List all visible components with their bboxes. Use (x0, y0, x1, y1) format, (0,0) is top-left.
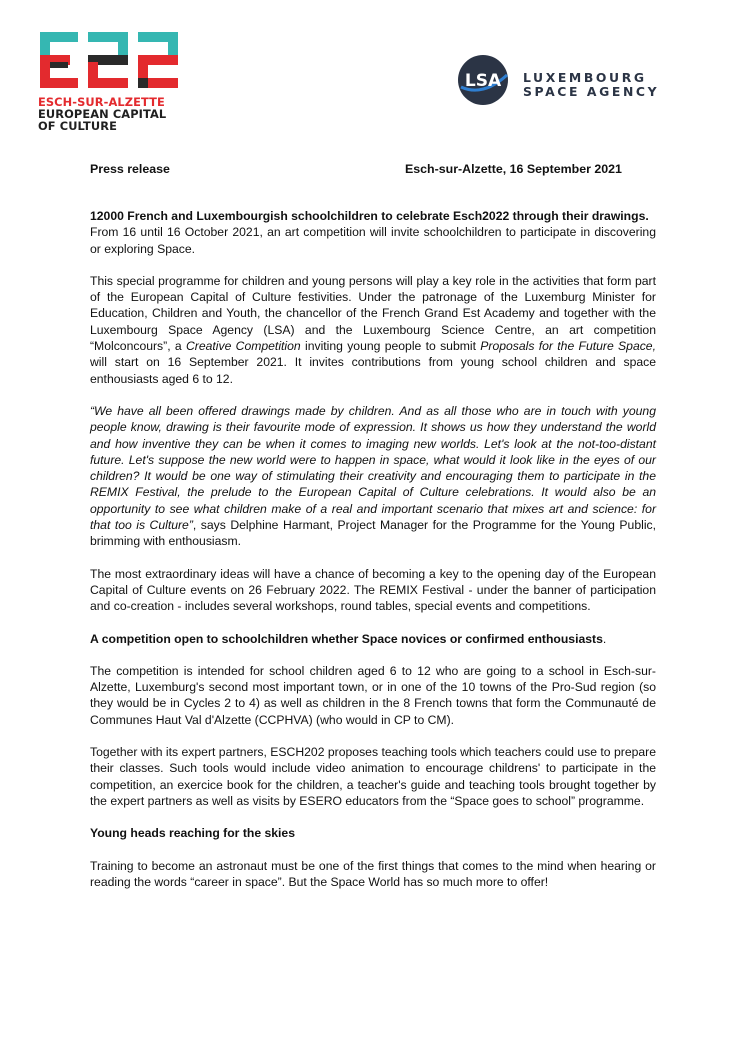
programme-text-d: Proposals for the Future Space, (480, 339, 656, 354)
intro-text: From 16 until 16 October 2021, an art competition will invite schoolchildren to participate in discovering or exploring Space. (90, 225, 656, 256)
competition-subheading (90, 631, 656, 647)
lsa-emblem-icon (455, 53, 511, 107)
programme-text-a: This special programme for children and young persons will play a key role in the activities that form part of the European Capital of Culture festivities. Under the patronage of the Luxemburg Minister for Education, Children and Youth, the chancellor of the French Grand Est Academy and together with the Luxembourg Space Agency (LSA) and the Luxembourg Science Centre, an art competition “Molconcours”, a (90, 273, 656, 354)
lsa-logo-line2: SPACE AGENCY (523, 84, 660, 99)
festival-paragraph: The most extraordinary ideas will have a chance of becoming a key to the opening day of the European Capital of Culture events on 26 February 2022. The REMIX Festival - under the banner of participation and co-creation - includes several workshops, round tables, special events and competitions. (90, 566, 656, 614)
skies-subheading: Young heads reaching for the skies (90, 826, 295, 841)
esch2022-logo (38, 32, 188, 132)
esch-logo-line2: EUROPEAN CAPITAL (38, 107, 167, 121)
press-release-label: Press release (90, 162, 170, 176)
headline: 12000 French and Luxembourgish schoolchildren to celebrate Esch2022 through their drawings. (90, 209, 649, 223)
astronaut-paragraph: Training to become an astronaut must be one of the first things that comes to the mind when hearing or reading the words “career in space”. But the Space World has so much more to offer! (90, 858, 656, 889)
mark-bar (50, 62, 68, 68)
lsa-logo-line1: LUXEMBOURG (523, 70, 647, 85)
quote-paragraph (90, 403, 656, 550)
esch2022-mark-icon (38, 32, 180, 90)
competition-subheading-text: A competition open to schoolchildren whether Space novices or confirmed enthousiasts (90, 631, 603, 646)
programme-text-e: will start on 16 September 2021. It invites contributions from young school children and space enthousiasts aged 6 to 12. (90, 355, 656, 386)
competition-subheading-tail: . (602, 631, 607, 646)
press-dateline: Esch-sur-Alzette, 16 September 2021 (405, 162, 622, 176)
programme-text-b: Creative Competition (185, 339, 301, 354)
lsa-emblem-text: LSA (464, 71, 502, 91)
intro-paragraph (90, 208, 656, 257)
programme-text-c: inviting young people to submit (300, 339, 481, 354)
esch-logo-line3: OF CULTURE (38, 119, 117, 133)
programme-paragraph (90, 273, 656, 387)
quote-attribution: , says Delphine Harmant, Project Manager for the Programme for the Young Public, brimming with enthousiasm. (90, 518, 657, 549)
teaching-tools-paragraph: Together with its expert partners, ESCH202 proposes teaching tools which teachers could use to prepare their classes. Such tools would include video animation to encourage childrens' to participate in the competition, an exercice book for the children, a teacher's guide and teaching tools brought together by the expert partners as well as visits by ESERO educators from the “Space goes to school” programme. (90, 745, 656, 808)
esch-logo-line1: ESCH-SUR-ALZETTE (38, 95, 165, 109)
mark-bar (88, 78, 128, 88)
press-release-row (90, 162, 656, 178)
mark-bar (40, 62, 50, 88)
lsa-logo (455, 53, 670, 107)
eligibility-paragraph: The competition is intended for school children aged 6 to 12 who are going to a school in Esch-sur-Alzette, Luxemburg's second most important town, or in one of the 10 towns of the Pro-Sud region (so they would be in Cycles 2 to 4) as well as children in the 8 French towns that form the Communauté de Communes Haut Val d'Alzette (CCPHVA) (who would in CP to CM). (90, 663, 656, 727)
mark-bar (148, 78, 178, 88)
press-release-body (90, 208, 656, 906)
quote-text: “We have all been offered drawings made by children. And as all those who are in touch with young people know, drawing is their favourite mode of expression. It shows us how they understand the world and how inventive they can be when it comes to imaging new worlds. Let's look at the not-too-distant future. Let's suppose the new world were to happen in space, what would it look like in the eyes of our children? It would be one way of stimulating their creativity and encouraging them to participate in the REMIX Festival, the prelude to the European Capital of Culture celebrations. It would also be an opportunity to see what children make of a real and important scenario that mixes art and science: for that too is Culture” (90, 403, 656, 533)
